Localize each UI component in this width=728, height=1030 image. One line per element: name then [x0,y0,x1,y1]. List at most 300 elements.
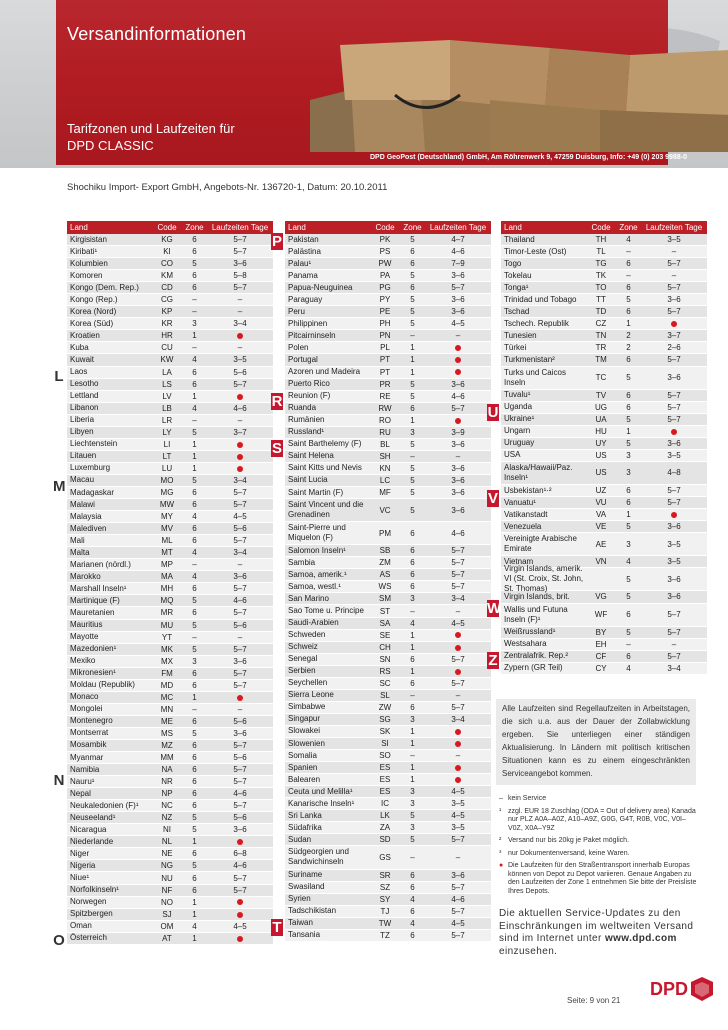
table-row [501,306,707,318]
country-code: KG [161,235,173,245]
table-row [67,885,273,897]
country-name: USA [504,450,521,460]
country-name: Lesotho [70,379,99,389]
zone: 6 [192,849,197,859]
transit-days [425,416,491,425]
country-name: Namibia [70,764,100,774]
transit-days: 5–7 [451,882,465,892]
country-name: Madagaskar [70,487,115,497]
header-zone: Zone [403,223,422,232]
table-row [285,557,491,569]
table-row [67,451,273,463]
table-row [67,571,273,583]
table-row [285,282,491,294]
table-row [285,810,491,822]
transit-days: 3–5 [451,823,465,833]
header-laufzeiten: Laufzeiten Tage [211,223,269,232]
country-code: ES [379,787,391,797]
table-row [501,258,707,270]
country-name: Mexiko [70,656,96,666]
country-name: Marianen (nördl.) [70,559,131,569]
country-name: Kuwait [70,354,95,364]
country-name: Zypern (GR Teil) [504,663,563,673]
country-code: KI [163,247,171,257]
transit-days: – [455,690,461,700]
country-name: Tunesien [504,330,537,340]
table-row [67,909,273,921]
country-name: Somalia [288,750,317,760]
country-code: VG [595,592,607,602]
country-code: TG [595,259,607,269]
zone: 6 [192,680,197,690]
country-code: PT [379,367,391,377]
transit-days: 4–6 [451,528,465,538]
country-code: US [595,450,607,460]
table-row [67,294,273,306]
road-transport-dot-icon [671,321,677,327]
table-row [285,451,491,463]
transit-days: – [671,247,677,257]
country-code: PW [378,259,392,269]
footnote-mark: – [499,795,503,802]
transit-days: 4–5 [233,512,247,522]
transit-days: 3–5 [667,539,681,549]
country-name: Marshall Inseln¹ [70,583,127,593]
table-row [67,379,273,391]
zone: 6 [410,259,415,269]
table-row [285,774,491,786]
zone: 6 [192,668,197,678]
country-code: LA [162,367,172,377]
road-transport-dot-icon [237,394,243,400]
transit-days: 5–7 [667,627,681,637]
zone: 5 [626,574,631,584]
zone: – [410,331,415,341]
zone: 5 [410,295,415,305]
country-code: NI [163,825,171,835]
table-row [285,487,491,499]
transit-days: 5–7 [451,403,465,413]
transit-days: – [237,307,243,317]
country-code: RW [378,403,392,413]
footnote-text: Die Laufzeiten für den Straßentransport innerhalb Europas können von Depot zu Depot variieren. Genaue Angaben zu den Laufzeiten der Zone 1 entnehmen Sie bitte der Preisliste Ihres Depots. [508,862,697,895]
table-row [285,499,491,522]
country-name: Libanon [70,403,99,413]
transit-days: 3–6 [233,572,247,582]
country-code: TO [595,283,607,293]
table-row [501,639,707,651]
table-row [285,294,491,306]
table-row [67,921,273,933]
country-name: Ceuta und Melilla¹ [288,786,353,796]
country-name: Tonga¹ [504,282,529,292]
zone: 6 [410,870,415,880]
table-row [501,450,707,462]
subtitle-line-2: DPD CLASSIC [67,138,154,153]
country-name: Montserrat [70,728,109,738]
transit-days: 3–9 [451,427,465,437]
zone: 5 [192,825,197,835]
zone: 6 [626,486,631,496]
country-name: Turks und Caicos Inseln [504,367,566,387]
zone: 6 [410,247,415,257]
zone: 5 [626,438,631,448]
country-name: Uganda [504,402,533,412]
table-row [285,330,491,342]
zone: 1 [626,510,631,520]
table-row [67,391,273,403]
country-code: ML [161,536,173,546]
country-name: Polen [288,342,309,352]
table-row [501,318,707,330]
transit-days: 3–6 [451,379,465,389]
index-letter-z: Z [488,652,498,669]
country-name: Slowakei [288,726,321,736]
transit-days: 3–6 [667,373,681,383]
transit-days [641,319,707,328]
table-row [285,738,491,750]
table-row [285,569,491,581]
zone: 1 [626,319,631,329]
zone: 4 [192,572,197,582]
zone: 6 [626,610,631,620]
country-code: LS [162,379,172,389]
table-row [285,545,491,557]
table-row [67,367,273,379]
country-name: Azoren und Madeira [288,367,361,377]
country-code: PA [379,271,391,281]
table-header [501,221,707,234]
transit-days: – [455,852,461,862]
table-row [285,234,491,246]
country-name: Lettland [70,391,99,401]
country-name: Laos [70,367,88,377]
country-code: LR [161,415,173,425]
country-code: SR [379,870,391,880]
transit-days: 3–6 [233,656,247,666]
table-row [67,427,273,439]
table-row [67,764,273,776]
table-row [67,632,273,644]
zone: 6 [192,789,197,799]
zone: 6 [410,906,415,916]
service-updates-text [499,908,704,958]
zone: 1 [192,837,197,847]
zone: – [192,632,197,642]
country-code: ES [379,763,391,773]
country-name: Samoa, amerik.¹ [288,569,347,579]
transit-days: 4–6 [451,894,465,904]
country-name: Saint Martin (F) [288,487,344,497]
country-name: Saint Vincent und die Grenadinen [288,500,364,520]
country-code: VA [595,510,607,520]
header-zone: Zone [619,223,638,232]
page-subtitle [67,120,235,154]
table-row [285,882,491,894]
zone: 4 [626,235,631,245]
zone: 6 [410,570,415,580]
zone: 1 [410,630,415,640]
index-letter-u: U [487,404,499,421]
table-row [285,870,491,882]
country-name: Puerto Rico [288,379,330,389]
table-row [285,342,491,354]
table-row [285,581,491,593]
country-name: Litauen [70,451,97,461]
country-name: Mali [70,535,85,545]
transit-days: 3–7 [233,427,247,437]
index-letter-s: S [271,440,282,457]
zone: – [410,690,415,700]
table-row [285,318,491,330]
zone: – [192,704,197,714]
country-code: NZ [161,813,173,823]
table-row [285,690,491,702]
zone: 6 [192,536,197,546]
country-code: LU [161,463,173,473]
zone: 6 [626,283,631,293]
transit-days: 5–7 [451,582,465,592]
country-name: Alaska/Hawaii/Paz. Inseln¹ [504,462,573,482]
table-row [285,367,491,379]
transit-days: 5–6 [233,813,247,823]
country-name: Norwegen [70,897,107,907]
country-code: AE [595,539,607,549]
zone: 4 [192,548,197,558]
table-row [67,788,273,800]
table-row [501,294,707,306]
road-transport-dot-icon [455,765,461,771]
country-code: MA [161,572,173,582]
zone: 1 [410,726,415,736]
country-code: VE [595,522,607,532]
country-name: Ruanda [288,403,317,413]
transit-days: – [237,415,243,425]
country-code: TN [595,331,607,341]
transit-days: 3–6 [451,295,465,305]
country-code: MO [160,475,174,485]
transit-days: 5–7 [233,283,247,293]
country-code: TD [595,307,607,317]
zone: 6 [192,885,197,895]
country-name: Togo [504,258,522,268]
country-code: YT [161,632,173,642]
transit-days: 5–7 [233,379,247,389]
country-name: Sambia [288,557,316,567]
zone: 6 [410,558,415,568]
zone: 2 [626,343,631,353]
country-name: Saint Helena [288,451,334,461]
zone: – [192,415,197,425]
table-row [285,306,491,318]
table-row [67,318,273,330]
table-row [67,523,273,535]
zone: 5 [626,295,631,305]
footnote-text: kein Service [508,795,547,802]
country-code: FM [161,668,173,678]
zone: 6 [192,608,197,618]
zone: 1 [192,451,197,461]
zone: 5 [410,488,415,497]
country-name: Russland¹ [288,427,325,437]
zone: 1 [192,439,197,449]
zone: 3 [410,823,415,833]
road-transport-dot-icon [671,429,677,435]
transit-days: 4–5 [451,319,465,329]
country-name: Paraguay [288,294,323,304]
country-name: Reunion (F) [288,391,331,401]
table-row [501,367,707,390]
zone: 1 [192,331,197,341]
transit-days [425,643,491,652]
country-code: PG [379,283,391,293]
road-transport-dot-icon [455,729,461,735]
country-name: Montenegro [70,716,113,726]
zone: 1 [410,367,415,377]
zone: 3 [626,450,631,460]
country-code: MF [379,488,391,497]
country-name: Singapur [288,714,321,724]
country-code: WF [594,610,608,620]
country-name: Turkmenistan² [504,354,555,364]
table-row [67,282,273,294]
header-code: Code [375,223,395,232]
transit-time-note: Alle Laufzeiten sind Regellaufzeiten in Arbeitstagen, die sich u.a. aus der Dauer der Zollabwicklung ergeben. Sie unterliegen einer ständigen Aktualisierung. In Ländern mit politisch kritischen Situationen kann es zu einem eingeschränkten Serviceangebot kommen. [496,699,696,785]
country-code: ZM [379,558,391,568]
zone: 4 [410,918,415,928]
zone: 6 [410,654,415,664]
country-code: VC [379,505,391,515]
country-code: NF [161,885,173,895]
country-code: SJ [162,909,172,919]
transit-days: 4–6 [233,403,247,413]
transit-days: – [455,751,461,761]
country-name: Österreich [70,933,107,943]
zone: – [192,343,197,353]
country-code: NE [161,849,173,859]
transit-days [641,427,707,436]
zone: 5 [192,427,197,437]
country-name: Tschech. Republik [504,318,569,328]
dpd-website-link[interactable]: www.dpd.com [604,933,677,944]
transit-days: 3–5 [667,450,681,460]
table-header [67,221,273,234]
transit-days: – [455,331,461,341]
country-name: Korea (Süd) [70,318,114,328]
zone: 6 [410,882,415,892]
table-row [501,282,707,294]
country-code: UA [595,414,607,424]
road-transport-dot-icon [237,695,243,701]
zone: 4 [410,618,415,628]
country-code: PT [379,355,391,365]
zone: 6 [192,765,197,775]
transit-days: 4–8 [667,468,681,478]
zone: 4 [410,894,415,904]
table-row [285,463,491,475]
transit-days [425,667,491,676]
table-row [285,391,491,403]
transit-days [207,837,273,846]
country-code: PK [379,235,391,245]
country-name: Vietnam [504,556,534,566]
zone: 6 [192,500,197,510]
transit-days: 3–6 [667,574,681,584]
country-code: LC [379,475,391,485]
country-name: Saint-Pierre und Miquelon (F) [288,523,346,543]
table-row [501,533,707,556]
country-code: SL [380,690,390,700]
country-name: Malta [70,547,90,557]
page-number: Seite: 9 von 21 [567,996,621,1005]
country-name: Marokko [70,571,101,581]
country-code: NR [161,777,173,787]
country-name: Niederlande [70,836,114,846]
country-code: CU [161,343,173,353]
table-row [501,564,707,594]
transit-days: 5–7 [233,500,247,510]
country-name: Timor-Leste (Ost) [504,246,567,256]
country-code: HU [595,426,607,436]
transit-days [641,510,707,519]
country-code: MT [161,548,173,558]
transit-days: 3–4 [233,319,247,329]
table-row [285,678,491,690]
zone: 1 [410,775,415,785]
transit-days: 3–6 [451,505,465,515]
transit-days: 5–7 [233,680,247,690]
country-code: SD [379,835,391,845]
transit-days: 4–5 [233,921,247,931]
table-row [501,342,707,354]
country-code: CD [161,283,173,293]
country-name: Ukraine¹ [504,414,535,424]
road-transport-dot-icon [237,333,243,339]
zone: – [626,639,631,649]
index-letter-w: W [487,600,502,617]
transit-days: 3–6 [451,488,465,497]
header-code: Code [591,223,611,232]
country-name: Mayotte [70,632,99,642]
country-code: CH [379,642,391,652]
country-code: TC [595,373,607,383]
country-name: Syrien [288,894,311,904]
country-name: Venezuela [504,521,542,531]
road-transport-dot-icon [455,741,461,747]
country-name: Tadschikistan [288,906,337,916]
zone: 6 [410,528,415,538]
footnote-mark: ² [499,837,502,844]
transit-days: 5–7 [667,651,681,661]
table-row [67,547,273,559]
country-name: Macau [70,475,95,485]
table-row [67,246,273,258]
transit-days [207,934,273,943]
country-name: Trinidad und Tobago [504,294,577,304]
transit-days: 5–7 [233,584,247,594]
rates-table-column-1 [67,221,273,945]
header-land: Land [288,222,306,232]
country-name: Malediven [70,523,107,533]
table-row [67,860,273,872]
table-row [67,595,273,607]
zone: 4 [192,512,197,522]
transit-days: 5–6 [233,716,247,726]
company-address: DPD GeoPost (Deutschland) GmbH, Am Röhrenwerk 9, 47259 Duisburg, Info: +49 (0) 203 9988-0 [370,154,687,161]
country-code: RU [379,427,391,437]
rates-table-column-3 [501,221,707,675]
country-name: Nicaragua [70,824,107,834]
